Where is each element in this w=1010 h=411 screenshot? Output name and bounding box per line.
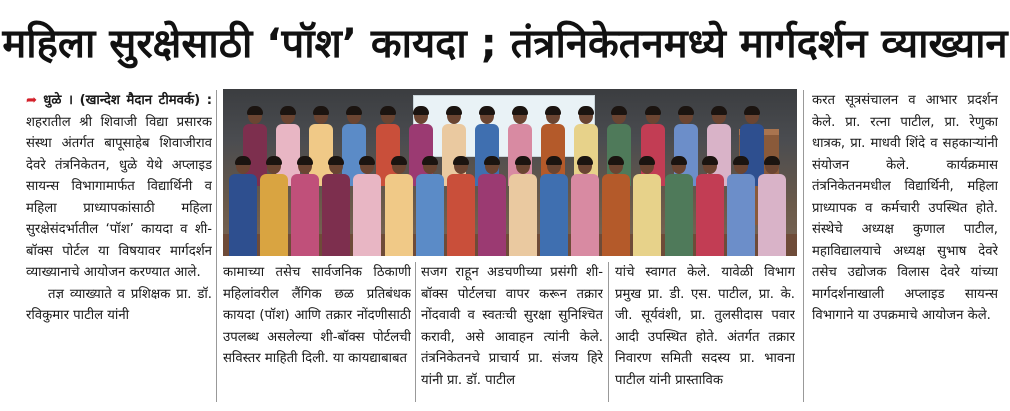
person-figure	[260, 156, 288, 256]
article-paragraph-2: तज्ञ व्याख्याते व प्रशिक्षक प्रा. डॉ. रविकुमार पाटील यांनी	[26, 286, 212, 323]
column-divider	[608, 262, 609, 402]
article-text-4: यांचे स्वागत केले. यावेळी विभाग प्रमुख प्रा. डी. एस. पाटील, प्रा. के. जी. सूर्यवंशी, प्रा. तुलसीदास पवार आदी उपस्थित होते. अंतर्गत तक्रार निवारण समिती सदस्य प्रा. भावना पाटील यांनी प्रास्ताविक	[615, 265, 795, 388]
person-figure	[322, 156, 350, 256]
article-text-2: कामाच्या तसेच सार्वजनिक ठिकाणी महिलांवरील लैंगिक छळ प्रतिबंधक कायदा (पॉश) आणि तक्रार नोंदणीसाठी उपलब्ध असलेल्या शी-बॉक्स पोर्टलची सविस्तर माहिती दिली. या कायद्याबाबत	[223, 265, 411, 366]
person-figure	[478, 156, 506, 256]
article-paragraph-1: शहरातील श्री शिवाजी विद्या प्रसारक संस्था अंतर्गत बापूसाहेब शिवाजीराव देवरे तंत्रनिकेतन, धुळे येथे अप्लाइड सायन्स विभागामार्फत विद्यार्थिनी व महिला प्राध्यापकांसाठी महिला सुरक्षेसंदर्भातील ‘पॉश’ कायदा व शी-बॉक्स पोर्टल या विषयावर मार्गदर्शन व्याख्यानाचे आयोजन करण्यात आले.	[26, 114, 212, 280]
article-text-3: सजग राहून अडचणीच्या प्रसंगी शी-बॉक्स पोर्टलचा वापर करून तक्रार नोंदवावी व स्वतःची सुरक्षा सुनिश्चित करावी, असे आवाहन त्यांनी केले. तंत्रनिकेतनचे प्राचार्य प्रा. संजय हिरे यांनी प्रा. डॉ. पाटील	[421, 265, 603, 388]
article-text-5: करत सूत्रसंचालन व आभार प्रदर्शन केले. प्रा. रत्ना पाटील, प्रा. रेणुका धात्रक, प्रा. माधवी शिंदे व सहकाऱ्यांनी संयोजन केले. कार्यक्रमास तंत्रनिकेतनमधील विद्यार्थिनी, महिला प्राध्यापक व कर्मचारी उपस्थित होते. संस्थेचे अध्यक्ष कुणाल पाटील, महाविद्यालयाचे अध्यक्ष सुभाष देवरे तसेच उद्योजक विलास देवरे यांच्या मार्गदर्शनाखाली अप्लाइड सायन्स विभागाने या उपक्रमाचे आयोजन केले.	[812, 93, 998, 323]
person-figure	[633, 156, 661, 256]
article-column-4	[615, 262, 795, 402]
article-column-1	[26, 90, 212, 402]
person-figure	[447, 156, 475, 256]
article-column-5	[812, 90, 998, 402]
person-figure	[602, 156, 630, 256]
headline: महिला सुरक्षेसाठी ‘पॉश’ कायदा ; तंत्रनिकेतनमध्ये मार्गदर्शन व्याख्यान	[2, 20, 1008, 67]
projector-screen	[413, 95, 595, 157]
person-figure	[385, 156, 413, 256]
dateline: धुळे । (खान्देश मैदान टीमवर्क) :	[43, 93, 212, 108]
column-divider	[216, 90, 217, 402]
event-group-photo	[223, 89, 797, 256]
person-figure	[353, 156, 381, 256]
person-figure	[509, 156, 537, 256]
article-column-2	[223, 262, 411, 402]
person-figure	[758, 156, 786, 256]
column-divider	[415, 262, 416, 402]
column-divider	[803, 90, 804, 402]
person-figure	[416, 156, 444, 256]
person-figure	[291, 156, 319, 256]
dateline-arrow-icon: ➦	[26, 93, 38, 108]
person-figure	[571, 156, 599, 256]
article-column-3	[421, 262, 603, 402]
person-figure	[229, 156, 257, 256]
person-figure	[540, 156, 568, 256]
person-figure	[665, 156, 693, 256]
person-figure	[727, 156, 755, 256]
person-figure	[696, 156, 724, 256]
